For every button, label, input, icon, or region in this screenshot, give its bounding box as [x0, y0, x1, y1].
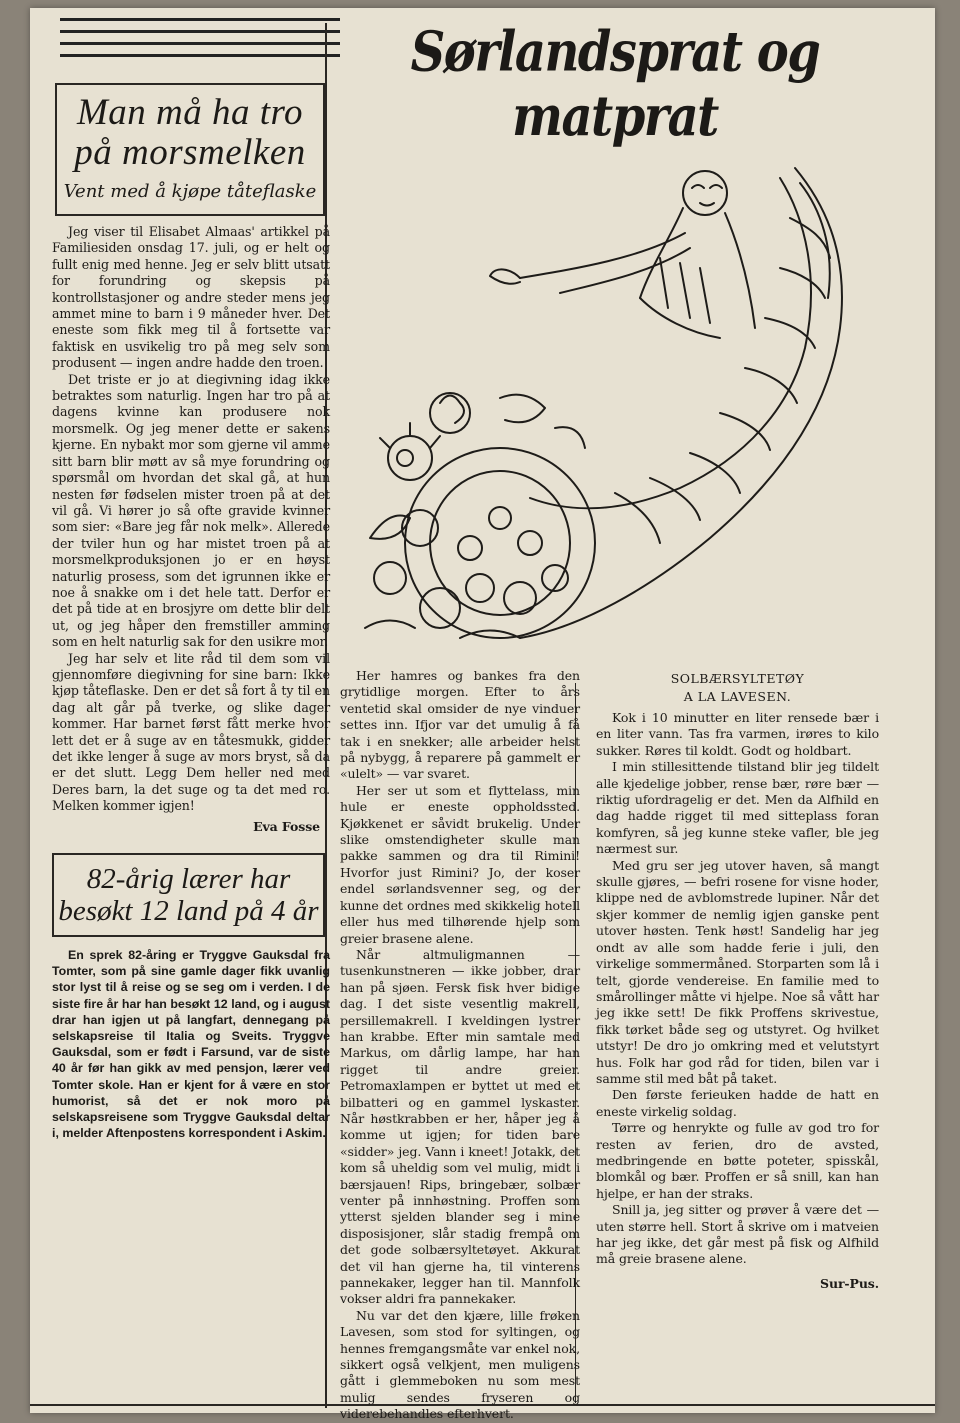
header-rules: [60, 18, 340, 66]
column-paragraph: Her hamres og bankes fra den grytidlige morgen. Efter to års ventetid skal omsider de nye vinduer settes inn. Ifjor var det umulig å få tak i en snekker; alle arbeider helst på nybygg, å reparere på gammelt er «ulelt» — var svaret.: [340, 668, 580, 782]
article1-paragraph: Jeg viser til Elisabet Almaas' artikkel på Familiesiden onsdag 17. juli, og er helt og fullt enig med henne. Jeg er selv blitt utsatt for forundring og skepsis på kontrollstasjoner og andre steder mens jeg ammet mine to barn i 9 måneder hver. Det eneste som fikk meg til å fortsette var faktisk en usvikelig tro på meg selv som produsent — ingen andre hadde den troen.: [52, 224, 330, 371]
article1-headline: Man må ha tro på morsmelken: [74, 92, 306, 173]
article1-paragraph: Jeg har selv et lite råd til dem som vil gjennomføre diegivning for sine barn: Ikke kjøp tåteflaske. Den er det så fort å ty til en dag alt går på tverke, og slike dager kommer. Har barnet først fått merke hvor lett det er å suge av en tåtesmukk, gidder det ikke lenger å suge av mors bryst, så da er det slutt. Legg Dem heller ned med Deres barn, la det suge og ta det med ro. Melken kommer igjen!: [52, 650, 330, 814]
article1-headline-box: [55, 83, 325, 216]
article1-body: [40, 224, 330, 835]
recipe-title-line1: SOLBÆRSYLTETØY: [670, 671, 805, 686]
article2-paragraph: En sprek 82-åring er Tryggve Gauksdal fra Tomter, som på sine gamle dager fikk uvanlig stor lyst til å reise og se seg om i verden. I de siste fire år har han besøkt 12 land, og i august drar han igjen ut på langfart, dennegang på selskapsreise til Italia og Sveits. Tryggve Gauksdal, som er født i Farsund, var de siste 40 år før han gikk av med pensjon, lærer ved Tomter skole. Han er kjent for å være en stor humorist, så det er nok moro på selskapsreisene som Tryggve Gauksdal deltar i, melder Aftenpostens korrespondent i Askim.: [52, 948, 330, 1141]
column-paragraph: Når altmuligmannen — tusenkunstneren — ikke jobber, drar han på sjøen. Fersk fisk hver bidige dag. I det siste vesentlig makrell, persillemakrell. I kveldingen lystrer han krabbe. Efter min samtale med Markus, om dårlig lampe, har han rigget til andre greier. Petromaxlampen er byttet ut med et bilbatteri og en gammel lyskaster. Når høstkrabben er her, håper jeg å komme ut igjen; for tiden bare «sidder» jeg. Vann i kneet! Jotakk, det kom så uheldig som vel mulig, midt i bærsjauen! Rips, bringebær, solbær venter på innhøstning. Proffen som ytterst sjelden blander seg i mine disposisjoner, slår stadig frempå om det gode solbærsyltetøyet. Akkurat det vil han gjerne ha, til vinterens pannekaker, legger han til. Mannfolk vokser aldri fra pannekaker.: [340, 946, 580, 1307]
masthead-title: Sørlandsprat og matprat: [410, 20, 820, 149]
article2-body: [40, 947, 330, 1141]
newspaper-clipping: [30, 8, 935, 1422]
column-paragraph: Snill ja, jeg sitter og prøver å være det — uten større hell. Stort å skrive om i matveien har jeg ikke, det går mest på fisk og Alfhild må greie brasene alene.: [596, 1202, 879, 1267]
middle-column: [340, 668, 580, 1423]
article1-paragraph: Det triste er jo at diegivning idag ikke betraktes som naturlig. Ingen har tro på at dagens kvinne kan produsere nok morsmelk. Og jeg mener dette er sakens kjerne. En nybakt mor som gjerne vil amme sitt barn blir møtt av så mye forundring og spørsmål om hvordan det skal gå, at hun nesten før fødselen mister troen på at det vil gå. Vi hører jo så ofte gravide kvinner som sier: «Bare jeg får nok melk». Allerede der tviler hun og har mistet troen på at morsmelkproduksjonen jo er en høyst naturlig prosess, som det igrunnen ikke er noe å snakke om i det hele tatt. Derfor er det på tide at en brosjyre om dette blir delt ut, og jeg håper den fremstiller amming som en helt naturlig sak for den usikre mor.: [52, 371, 330, 650]
article1-subhead: Vent med å kjøpe tåteflaske: [63, 181, 317, 202]
recipe-title-line2: A LA LAVESEN.: [683, 689, 792, 704]
article2-headline: 82-årig lærer har besøkt 12 land på 4 år: [58, 863, 319, 928]
recipe-title: [596, 670, 879, 706]
left-column: [40, 83, 330, 1141]
article2-headline-box: [52, 853, 325, 937]
column-paragraph: Kok i 10 minutter en liter rensede bær i en liter vann. Tas fra varmen, irøres to kilo sukker. Røres til koldt. Godt og holdbart.: [596, 710, 879, 758]
column-paragraph: Med gru ser jeg utover haven, så mangt skulle gjøres, — befri rosene for visne hoder, klippe ned de avblomstrede lupiner. Når det skjer kommer de nemlig igjen ganske pent utover høsten. Tenk høst! Sandelig har jeg ondt av alle som hadde ferie i juli, den virkelige sommermåned. Storparten som lå i telt, gjorde vendereise. En familie med to smårollinger måtte vi hjelpe. Noe så vått har jeg ikke sett! De fikk Proffens skrivestue, fikk tørket både seg og utstyret. Og hvilket utstyr! De dro jo omkring med et velutstyrt hus. Folk har god råd for tiden, bilen var i samme stil med båt på taket.: [596, 857, 879, 1086]
article1-signature: Eva Fosse: [253, 818, 320, 834]
column-paragraph: Tørre og henrykte og fulle av god tro for resten av ferien, dro de avsted, medbringende en bøtte poteter, spisskål, blomkål og bær. Proffen er så snill, kan han hjelpe, er han der straks.: [596, 1120, 879, 1201]
column-paragraph: Her ser ut som et flyttelass, min hule er eneste oppholdssted. Kjøkkenet er såvidt brukelig. Under slike omstendigheter skulle man pakke sammen og dra til Rimini! Hvorfor just Rimini? Jo, der koser endel sørlandsvenner seg, og der kunne det ordnes med skikkelig hotell eller hus med tilhørende hjelp som greier brasene alene.: [340, 782, 580, 946]
right-column: [596, 668, 879, 1292]
cornucopia-illustration: [350, 158, 900, 663]
column-signature: Sur-Pus.: [820, 1275, 879, 1291]
column-paragraph: I min stillesittende tilstand blir jeg tildelt alle kjedelige jobber, rense bær, røre bær — riktig ufordragelig er det. Men da Alfhild en dag hadde rigget til med sitteplass foran komfyren, så jeg kunne steke vafler, ble jeg nærmest sur.: [596, 759, 879, 857]
column-paragraph: Den første ferieuken hadde de hatt en eneste virkelig soldag.: [596, 1087, 879, 1119]
column-paragraph: Nu var det den kjære, lille frøken Lavesen, som stod for syltingen, og hennes fremgangsmåte var enkel nok, sikkert også velkjent, men muligens gått i glemmeboken nu som mest mulig sendes fryseren og viderebehandles efterhvert.: [340, 1307, 580, 1422]
